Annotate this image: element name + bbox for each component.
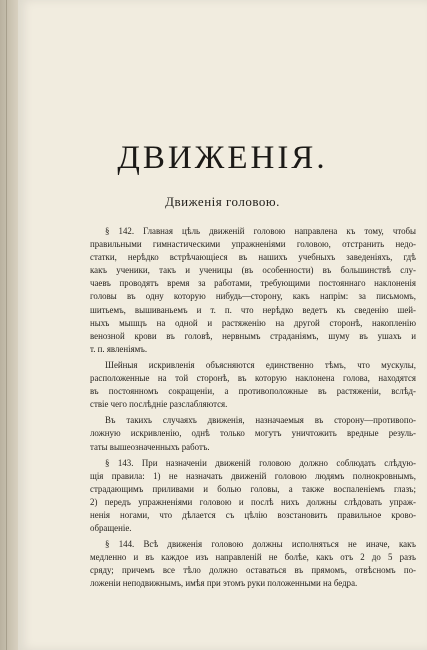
text-line: § 143. При назначеніи движеній головою должно соблюдать слѣдую-: [105, 457, 416, 468]
text-line: какъ ученики, такъ и ученицы (въ особенности) въ большинствѣ слу-: [90, 265, 416, 276]
text-line: сряду; причемъ все тѣло должно оставаться въ прямомъ, отвѣсномъ по-: [90, 565, 416, 576]
text-line: Въ такихъ случаяхъ движенія, назначаемыя въ сторону—противопо-: [105, 415, 416, 426]
text-line: щія правила: 1) не назначать движеній головою людямъ полнокровнымъ,: [90, 470, 416, 481]
book-gutter: [0, 0, 18, 650]
text-line: таты вышеозначенныхъ работъ.: [90, 441, 210, 452]
text-line: шитьемъ, вышиваньемъ и т. п. что нерѣдко ведетъ къ сведенію шей-: [90, 304, 416, 315]
text-line: въ постоянномъ сокращеніи, а противоположные въ растяженіи, вслѣд-: [90, 386, 416, 397]
text-line: медленно и въ каждое изъ направленій не болѣе, какъ отъ 2 до 5 разъ: [90, 552, 416, 563]
paragraph-144: [90, 538, 416, 590]
document-page: [18, 0, 427, 650]
text-line: головы въ одну которую нибудь—сторону, какъ напрім: за письмомъ,: [90, 291, 416, 302]
text-line: 2) передъ упражненіями головою и послѣ нихъ должны слѣдовать упраж-: [90, 496, 416, 507]
text-line: ненія ногами, что дѣлается съ цѣлію возстановить правильное крово-: [90, 509, 416, 520]
paragraph-142: [90, 225, 416, 356]
text-line: обращеніе.: [90, 523, 132, 534]
text-line: страдающимъ приливами и болью головы, а также воспаленіемъ глазъ;: [90, 483, 416, 494]
gutter-line: [6, 0, 7, 650]
paragraph-curvature: [90, 359, 416, 411]
text-line: ложеніи неподвижнымъ, имѣя при этомъ руки положенными на бедра.: [90, 578, 358, 589]
text-line: § 144. Всѣ движенія головою должны исполняться не иначе, какъ: [105, 539, 416, 550]
text-line: ложную искривленію, однѣ только могутъ уничтожить вредные резуль-: [90, 428, 416, 439]
paragraph-143: [90, 457, 416, 536]
section-subtitle: Движенія головою.: [165, 194, 280, 209]
text-line: статки, нерѣдко встрѣчающіеся въ нашихъ учебныхъ заведеніяхъ, гдѣ: [90, 252, 416, 263]
text-line: § 142. Главная цѣль движеній головою направлена къ тому, чтобы: [105, 226, 416, 236]
text-line: чаевъ проводятъ время за работами, требующими постояннаго наклоненія: [90, 278, 416, 289]
text-line: ныхъ мышцъ на одной и растяженію на другой сторонѣ, накопленію: [90, 317, 416, 328]
text-line: т. п. явленіямъ.: [90, 343, 148, 354]
chapter-title: ДВИЖЕНІЯ.: [117, 140, 328, 176]
text-line: Шейныя искривленія объясняются единственно тѣмъ, что мускулы,: [105, 359, 416, 370]
paragraph-cases: [90, 414, 416, 453]
text-line: ствіе чего послѣдніе разслабляются.: [90, 399, 228, 410]
text-line: расположенные на той сторонѣ, въ которую наклонена голова, находятся: [90, 373, 416, 384]
body-text: [90, 225, 416, 591]
text-line: правильными гимнастическими упражненіями головою, отстранить недо-: [90, 239, 416, 250]
text-line: венозной крови въ головѣ, нервнымъ страданіямъ, шуму въ ушахъ и: [90, 330, 416, 341]
